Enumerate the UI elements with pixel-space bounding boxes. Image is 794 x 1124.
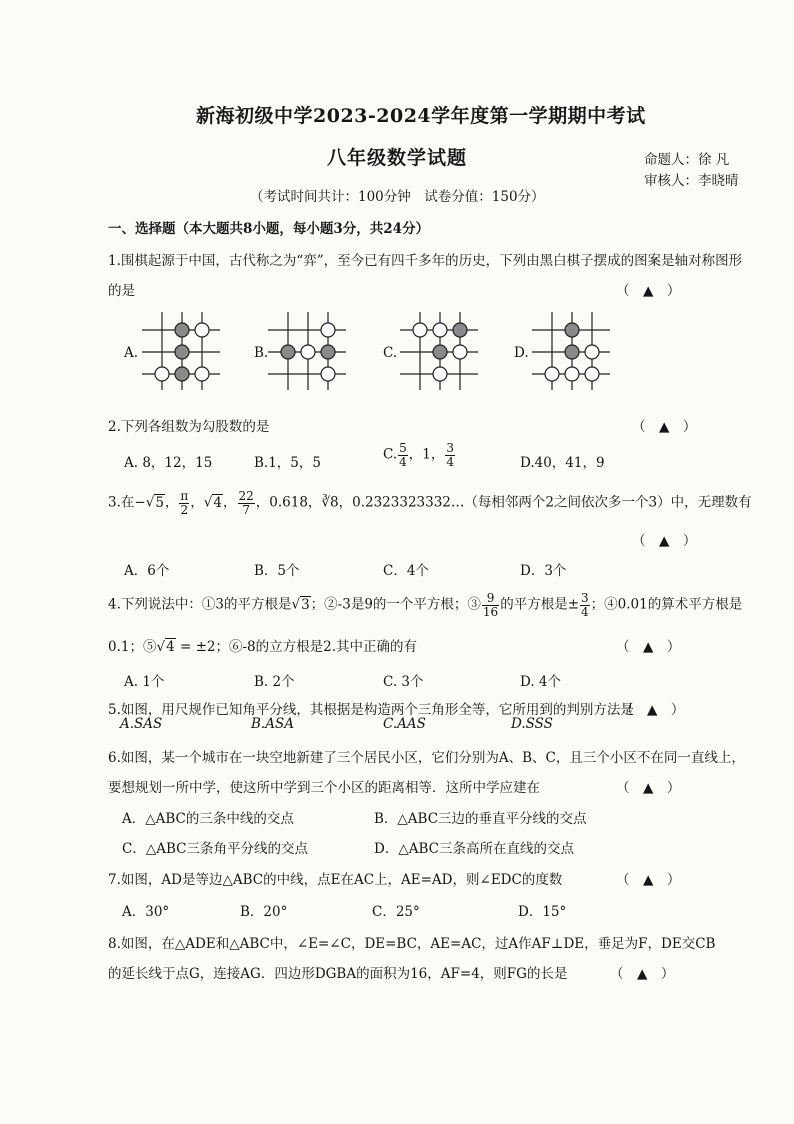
q3-option-d: D．3个 [520, 563, 567, 579]
q6-stem-line1: 6.如图，某一个城市在一块空地新建了三个居民小区，它们分别为A、B、C，且三个小区不在同一直线上， [108, 750, 745, 766]
exam-title: 新海初级中学2023-2024学年度第一学期期中考试 [196, 105, 646, 127]
q6-option-d: D．△ABC三条高所在直线的交点 [374, 841, 574, 857]
q6-option-c: C．△ABC三条角平分线的交点 [122, 841, 308, 857]
go-board-d [532, 312, 612, 392]
go-stone-white [301, 345, 315, 359]
go-stone-black [321, 345, 335, 359]
go-board-b [268, 312, 348, 392]
go-stone-black [175, 367, 189, 381]
q1-answer-mark: （ ▲ ） [616, 283, 681, 299]
q2-stem: 2.下列各组数为勾股数的是 [108, 419, 270, 435]
q3-answer-mark: （ ▲ ） [632, 533, 697, 549]
q4-option-b: B. 2个 [254, 674, 295, 690]
q1-stem-line1: 1.围棋起源于中国，古代称之为“弈”，至今已有四千多年的历史，下列由黑白棋子摆成的图案是轴对称图形 [108, 253, 743, 269]
go-board-c [400, 312, 480, 392]
go-stone-white [545, 367, 559, 381]
q4-option-a: A. 1个 [124, 674, 165, 690]
go-board-a [142, 312, 222, 392]
go-stone-white [195, 367, 209, 381]
q4-stem-line2: 0.1；⑤√4 = ±2；⑥-8的立方根是2.其中正确的有 [108, 639, 417, 655]
go-stone-white [321, 367, 335, 381]
go-stone-white [585, 345, 599, 359]
go-stone-black [175, 345, 189, 359]
q1-option-c-label: C. [383, 345, 398, 361]
exam-subtitle: 八年级数学试题 [327, 147, 468, 169]
q7-stem: 7.如图，AD是等边△ABC的中线，点E在AC上，AE=AD，则∠EDC的度数 [108, 872, 563, 888]
q7-option-b: B．20° [240, 904, 288, 920]
q4-option-d: D. 4个 [520, 674, 562, 690]
q2-option-d: D.40，41，9 [520, 455, 605, 471]
go-stone-black [453, 323, 467, 337]
exam-info: （考试时间共计：100分钟 试卷分值：150分） [250, 189, 545, 205]
q7-answer-mark: （ ▲ ） [616, 872, 681, 888]
q2-option-b: B.1，5，5 [254, 455, 321, 471]
go-stone-black [281, 345, 295, 359]
q5-option-c: C.AAS [383, 716, 426, 732]
q1-stem-line2: 的是 [108, 283, 135, 299]
go-stone-white [433, 323, 447, 337]
go-stone-black [565, 323, 579, 337]
q4-stem-line1: 4.下列说法中：①3的平方根是√3；②-3是9的一个平方根；③ $\frac{9}{16}$ 的平方根是± $\frac{3}{4}$ ；④0.01的算术平方根是 [108, 591, 743, 619]
q7-option-c: C．25° [372, 904, 420, 920]
go-stone-black [433, 345, 447, 359]
q3-option-c: C．4个 [383, 563, 429, 579]
q6-option-a: A．△ABC的三条中线的交点 [122, 811, 294, 827]
q7-option-d: D．15° [518, 904, 567, 920]
go-stone-white [321, 323, 335, 337]
q5-option-b: B.ASA [251, 716, 294, 732]
go-stone-white [565, 367, 579, 381]
q8-stem-line1: 8.如图，在△ADE和△ABC中，∠E=∠C，DE=BC，AE=AC，过A作AF⊥DE，垂足为F，DE交CB [108, 936, 716, 952]
q2-answer-mark: （ ▲ ） [632, 419, 697, 435]
go-stone-white [413, 323, 427, 337]
go-stone-white [453, 345, 467, 359]
q3-stem: 3.在−√5， $\frac{\pi}{2}$ ，√4， $\frac{22}{7}$ ，0.618，∛8，0.2323323332…（每相邻两个2之间依次多一个3）中，无理数有 [108, 489, 752, 517]
q7-option-a: A．30° [122, 904, 170, 920]
q8-answer-mark: （ ▲ ） [610, 966, 675, 982]
go-stone-black [175, 323, 189, 337]
q3-option-a: A．6个 [124, 563, 170, 579]
q1-option-d-label: D. [514, 345, 529, 361]
q4-option-c: C. 3个 [383, 674, 424, 690]
reviewer-label: 审核人：李晓晴 [644, 173, 739, 189]
go-stone-white [433, 367, 447, 381]
go-stone-white [195, 323, 209, 337]
go-stone-black [565, 345, 579, 359]
q6-stem-line2: 要想规划一所中学，使这所中学到三个小区的距离相等．这所中学应建在 [108, 780, 540, 796]
q1-option-b-label: B. [254, 345, 269, 361]
q6-answer-mark: （ ▲ ） [616, 780, 681, 796]
q8-stem-line2: 的延长线于点G，连接AG．四边形DGBA的面积为16，AF=4，则FG的长是 [108, 966, 568, 982]
q3-option-b: B．5个 [254, 563, 300, 579]
q6-option-b: B．△ABC三边的垂直平分线的交点 [374, 811, 587, 827]
q2-option-c: C. $\frac{5}{4}$ ，1， $\frac{3}{4}$ [383, 441, 455, 469]
q5-stem: 5.如图，用尺规作已知角平分线，其根据是构造两个三角形全等，它所用到的判别方法是 [108, 702, 634, 718]
q2-option-a: A. 8，12，15 [124, 455, 213, 471]
setter-label: 命题人：徐 凡 [644, 152, 730, 168]
section-heading: 一、选择题（本大题共8小题，每小题3分，共24分） [108, 221, 430, 237]
go-stone-white [585, 367, 599, 381]
q1-option-a-label: A. [124, 345, 139, 361]
q4-answer-mark: （ ▲ ） [616, 639, 681, 655]
go-stone-white [155, 367, 169, 381]
q5-option-a: A.SAS [120, 716, 163, 732]
q5-option-d: D.SSS [511, 716, 553, 732]
q5-answer-mark: （ ▲ ） [620, 702, 685, 718]
